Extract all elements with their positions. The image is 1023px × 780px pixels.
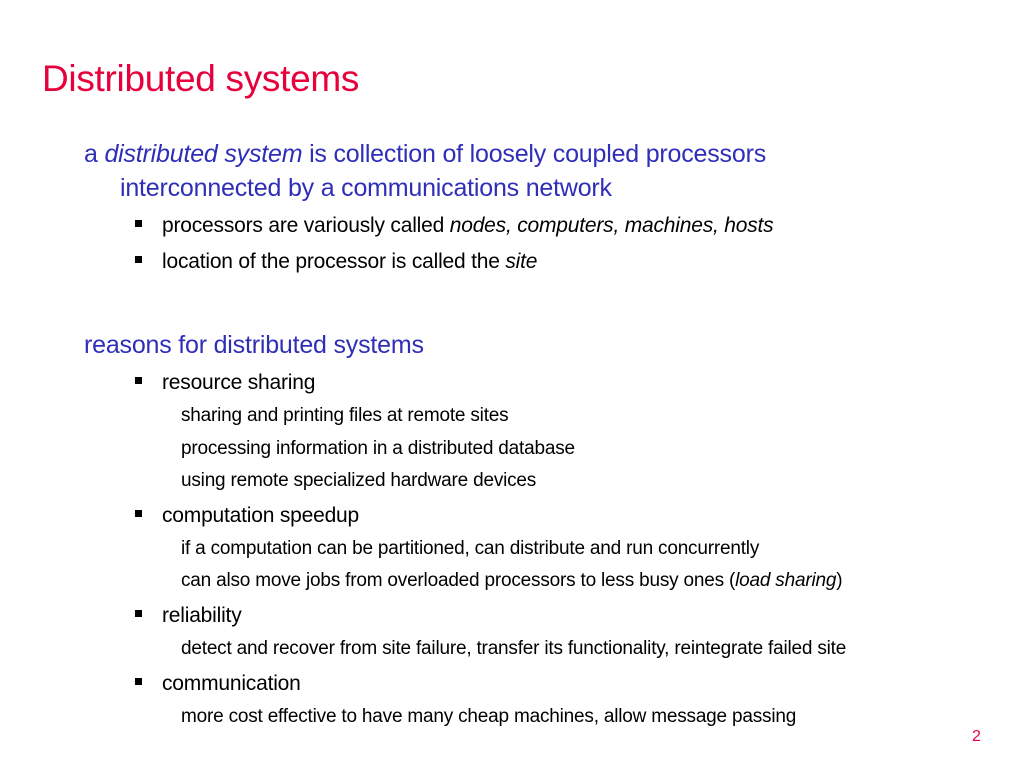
definition-prefix: a	[84, 140, 105, 168]
definition-line2: interconnected by a communications network	[120, 174, 612, 202]
bullet-square-icon	[135, 220, 142, 227]
reason-label: communication	[162, 672, 301, 695]
sub-item-load-sharing	[181, 568, 842, 594]
sub-item-italic: load sharing	[735, 570, 837, 591]
bullet-italic: nodes, computers, machines, hosts	[449, 214, 774, 237]
slide-title: Distributed systems	[42, 58, 360, 99]
reason-reliability	[135, 601, 242, 631]
sub-item-text: can also move jobs from overloaded processors to less busy ones (	[181, 570, 736, 591]
sub-item: if a computation can be partitioned, can distribute and run concurrently	[181, 538, 760, 559]
sub-item: more cost effective to have many cheap machines, allow message passing	[181, 706, 797, 727]
sub-item: detect and recover from site failure, transfer its functionality, reintegrate failed site	[181, 638, 847, 659]
definition-paragraph	[84, 137, 766, 205]
bullet-square-icon	[135, 610, 142, 617]
page-number: 2	[972, 728, 981, 745]
sub-item-text: )	[836, 570, 843, 591]
bullet-italic: site	[505, 250, 538, 273]
reason-communication	[135, 669, 301, 699]
bullet-text: location of the processor is called the	[162, 250, 506, 273]
definition-bullet-site	[135, 247, 537, 277]
definition-line1-rest: is collection of loosely coupled processors	[302, 140, 766, 168]
definition-bullet-nodes	[135, 211, 773, 241]
bullet-text: processors are variously called	[162, 214, 450, 237]
bullet-square-icon	[135, 377, 142, 384]
reason-label: resource sharing	[162, 371, 316, 394]
reason-label: computation speedup	[162, 504, 360, 527]
reason-label: reliability	[162, 604, 242, 627]
definition-term: distributed system	[104, 140, 303, 168]
reasons-heading: reasons for distributed systems	[84, 331, 424, 359]
bullet-square-icon	[135, 256, 142, 263]
bullet-square-icon	[135, 678, 142, 685]
sub-item: processing information in a distributed database	[181, 438, 575, 459]
sub-item: using remote specialized hardware devices	[181, 470, 537, 491]
reason-computation-speedup	[135, 501, 359, 531]
reason-resource-sharing	[135, 368, 315, 398]
sub-item: sharing and printing files at remote sites	[181, 405, 509, 426]
bullet-square-icon	[135, 510, 142, 517]
